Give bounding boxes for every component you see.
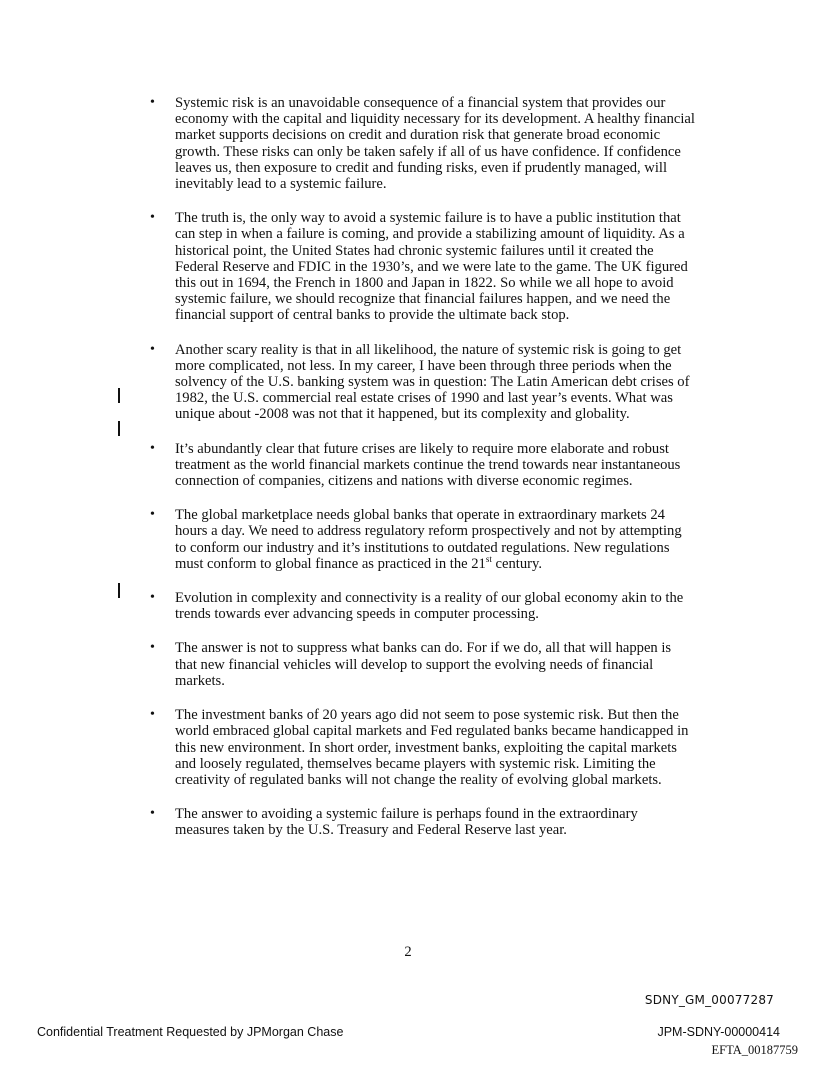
efta-number: EFTA_00187759 — [711, 1043, 798, 1057]
revision-bar — [118, 388, 120, 403]
bullet-answer: • The answer to avoiding a systemic failure is perhaps found in the extraordinary measures taken by the U.S. Treasury and Federal Reserve last year. — [150, 806, 695, 838]
jpm-bates-number: JPM-SDNY-00000414 — [657, 1025, 780, 1039]
bullet-systemic-risk: • Systemic risk is an unavoidable consequence of a financial system that provides our economy with the capital and liquidity necessary for its development. A healthy financial market supports decisions on credit and duration risk that generate broad economic growth. These risks can only be taken safely if all of us have confidence. If confidence leaves us, then exposure to credit and funding risks, even if prudently managed, will inevitably lead to a systemic failure. — [150, 95, 695, 192]
bullet-complexity: • Another scary reality is that in all likelihood, the nature of systemic risk is going to get more complicated, not less. In my career, I have been through three periods when the solvency of the U.S. banking system was in question: The Latin American debt crises of 1982, the U.S. commercial real estate crises of 1990 and last year’s events. What was unique about -2008 was not that it happened, but its complexity and globality. — [150, 342, 695, 423]
revision-bar — [118, 583, 120, 598]
bates-stamp-sdny: SDNY_GM_00077287 — [644, 993, 774, 1007]
confidential-footer: Confidential Treatment Requested by JPMorgan Chase — [37, 1025, 344, 1039]
bullet-global-banks: • The global marketplace needs global banks that operate in extraordinary markets 24 hours a day. We need to address regulatory reform prospectively and not by attempting to conform our industry and it’s institutions to outdated regulations. New regulations must conform to global finance as practiced in the 21st century. — [150, 507, 695, 572]
bullet-list — [150, 95, 695, 857]
bullet-evolution: • Evolution in complexity and connectivity is a reality of our global economy akin to the trends towards ever advancing speeds in computer processing. — [150, 590, 695, 622]
revision-bar — [118, 421, 120, 436]
bullet-investment-banks: • The investment banks of 20 years ago did not seem to pose systemic risk. But then the world embraced global capital markets and Fed regulated banks became handicapped in this new environment. In short order, investment banks, exploiting the capital markets and loosely regulated, themselves became players with systemic risk. Limiting the creativity of regulated banks will not change the reality of evolving global markets. — [150, 707, 695, 788]
bullet-public-institution: • The truth is, the only way to avoid a systemic failure is to have a public institution that can step in when a failure is coming, and provide a stabilizing amount of liquidity. As a historical point, the United States had chronic systemic failures until it created the Federal Reserve and FDIC in the 1930’s, and we were late to the game. The UK figured this out in 1694, the French in 1800 and Japan in 1822. So while we all hope to avoid systemic failure, we should recognize that financial failures happen, and we need the financial support of central banks to provide the ultimate back stop. — [150, 210, 695, 323]
page-number: 2 — [404, 944, 412, 960]
bullet-suppress: • The answer is not to suppress what banks can do. For if we do, all that will happen is that new financial vehicles will develop to support the evolving needs of financial markets. — [150, 640, 695, 689]
bullet-future-crises: • It’s abundantly clear that future crises are likely to require more elaborate and robust treatment as the world financial markets continue the trend towards near instantaneous connection of companies, citizens and nations with diverse economic regimes. — [150, 441, 695, 490]
